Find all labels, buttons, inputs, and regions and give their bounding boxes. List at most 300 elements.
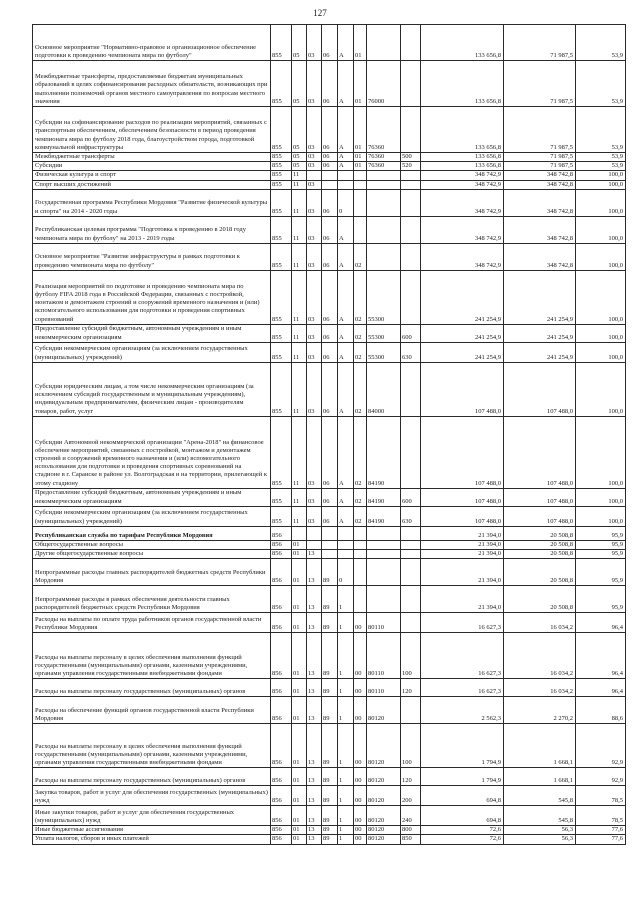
code-direction: 84190: [367, 488, 401, 506]
code-subprogram: А: [338, 488, 354, 506]
code-section: 05: [292, 107, 307, 153]
code-admin: 855: [271, 153, 292, 162]
code-expense-type: 120: [401, 768, 421, 786]
executed-amount: 241 254,9: [504, 324, 576, 342]
planned-amount: 107 488,0: [421, 506, 504, 526]
code-subprogram: 1: [338, 806, 354, 826]
code-subsection: 13: [307, 806, 322, 826]
row-name: Уплата налогов, сборов и иных платежей: [33, 835, 271, 844]
planned-amount: 16 627,3: [421, 613, 504, 633]
code-program: 06: [322, 362, 338, 416]
code-expense-type: [401, 216, 421, 243]
code-program: 89: [322, 559, 338, 586]
executed-amount: 348 742,8: [504, 171, 576, 180]
code-subsection: 13: [307, 724, 322, 768]
code-event: 00: [354, 724, 367, 768]
code-direction: [367, 180, 401, 189]
row-name: Предоставление субсидий бюджетным, автономным учреждениям и иным некоммерческим организациям: [33, 488, 271, 506]
code-program: 06: [322, 243, 338, 270]
row-name: Непрограммные расходы главных распорядителей бюджетных средств Республики Мордовия: [33, 559, 271, 586]
code-direction: 80120: [367, 826, 401, 835]
code-subsection: 03: [307, 180, 322, 189]
code-admin: 856: [271, 835, 292, 844]
code-section: 11: [292, 488, 307, 506]
executed-amount: 545,8: [504, 806, 576, 826]
code-event: 00: [354, 633, 367, 679]
planned-amount: 21 394,0: [421, 550, 504, 559]
planned-amount: 348 742,9: [421, 216, 504, 243]
code-expense-type: 850: [401, 835, 421, 844]
code-section: 01: [292, 768, 307, 786]
code-subsection: 03: [307, 488, 322, 506]
code-admin: 856: [271, 559, 292, 586]
planned-amount: 107 488,0: [421, 488, 504, 506]
code-program: 06: [322, 488, 338, 506]
execution-percent: 100,0: [576, 362, 626, 416]
executed-amount: 545,8: [504, 786, 576, 806]
table-row: [33, 613, 626, 633]
code-admin: 855: [271, 416, 292, 488]
code-subsection: 13: [307, 559, 322, 586]
executed-amount: 20 508,8: [504, 586, 576, 613]
code-event: 01: [354, 25, 367, 61]
code-admin: 855: [271, 189, 292, 216]
code-expense-type: 100: [401, 724, 421, 768]
code-direction: 55300: [367, 342, 401, 362]
code-subprogram: 0: [338, 189, 354, 216]
code-subsection: 03: [307, 506, 322, 526]
table-row: [33, 768, 626, 786]
code-event: 02: [354, 362, 367, 416]
table-row: [33, 550, 626, 559]
code-direction: [367, 25, 401, 61]
code-subsection: 13: [307, 786, 322, 806]
row-name: Субсидии: [33, 162, 271, 171]
planned-amount: 2 562,3: [421, 697, 504, 724]
row-name: Межбюджетные трансферты: [33, 153, 271, 162]
code-event: 02: [354, 416, 367, 488]
table-row: [33, 633, 626, 679]
row-name: Общегосударственные вопросы: [33, 540, 271, 549]
code-subsection: 03: [307, 216, 322, 243]
row-name: Субсидии Автономной некоммерческой организации "Арена-2018" на финансовое обеспечение мероприятий, связанных с постройкой, монтажом и демонтажем строений и сооружений временного назначения и (или) вспомогательного использования для подготовки и проведения спортивных соревнований на стадионе в г. Саранске в районе ул. Волгоградская и на территории, прилегающей к этому стадиону: [33, 416, 271, 488]
code-admin: 856: [271, 786, 292, 806]
code-direction: 76000: [367, 61, 401, 107]
code-direction: 80120: [367, 786, 401, 806]
code-direction: 76360: [367, 153, 401, 162]
executed-amount: 71 987,5: [504, 107, 576, 153]
code-program: 89: [322, 806, 338, 826]
code-admin: 855: [271, 107, 292, 153]
code-subsection: 13: [307, 633, 322, 679]
executed-amount: 348 742,8: [504, 180, 576, 189]
execution-percent: 100,0: [576, 506, 626, 526]
code-subprogram: [338, 540, 354, 549]
executed-amount: 348 742,8: [504, 216, 576, 243]
code-expense-type: [401, 697, 421, 724]
code-subprogram: А: [338, 342, 354, 362]
execution-percent: 100,0: [576, 189, 626, 216]
code-direction: 80110: [367, 679, 401, 697]
table-row: [33, 826, 626, 835]
planned-amount: 241 254,9: [421, 324, 504, 342]
code-program: 06: [322, 189, 338, 216]
executed-amount: 1 668,1: [504, 768, 576, 786]
executed-amount: 16 034,2: [504, 679, 576, 697]
executed-amount: 2 270,2: [504, 697, 576, 724]
code-admin: 856: [271, 697, 292, 724]
row-name: Закупка товаров, работ и услуг для обеспечения государственных (муниципальных) нужд: [33, 786, 271, 806]
executed-amount: 241 254,9: [504, 342, 576, 362]
planned-amount: 72,6: [421, 826, 504, 835]
table-row: [33, 724, 626, 768]
code-admin: 856: [271, 550, 292, 559]
code-event: 02: [354, 243, 367, 270]
code-direction: 80120: [367, 724, 401, 768]
code-expense-type: 500: [401, 153, 421, 162]
table-row: [33, 243, 626, 270]
code-section: 11: [292, 362, 307, 416]
table-row: [33, 559, 626, 586]
code-section: 01: [292, 679, 307, 697]
table-row: [33, 786, 626, 806]
code-admin: 855: [271, 243, 292, 270]
table-row: [33, 342, 626, 362]
code-program: 89: [322, 613, 338, 633]
code-subsection: [307, 171, 322, 180]
code-subsection: 03: [307, 189, 322, 216]
execution-percent: 95,9: [576, 550, 626, 559]
code-event: 01: [354, 107, 367, 153]
code-expense-type: 120: [401, 679, 421, 697]
execution-percent: 100,0: [576, 416, 626, 488]
code-event: [354, 171, 367, 180]
code-expense-type: [401, 61, 421, 107]
code-subsection: 03: [307, 243, 322, 270]
row-name: Межбюджетные трансферты, предоставляемые бюджетам муниципальных образований в целях софинансирования расходных обязательств, возникающих при выполнении полномочий органов местного самоуправления по вопросам местного значения: [33, 61, 271, 107]
execution-percent: 100,0: [576, 180, 626, 189]
code-expense-type: 100: [401, 633, 421, 679]
code-subprogram: А: [338, 162, 354, 171]
code-subprogram: А: [338, 107, 354, 153]
code-event: [354, 550, 367, 559]
executed-amount: 71 987,5: [504, 162, 576, 171]
executed-amount: 71 987,5: [504, 25, 576, 61]
code-program: 06: [322, 416, 338, 488]
code-direction: 80120: [367, 806, 401, 826]
code-admin: 855: [271, 324, 292, 342]
code-section: 01: [292, 724, 307, 768]
code-direction: [367, 550, 401, 559]
code-section: 11: [292, 324, 307, 342]
code-admin: 855: [271, 342, 292, 362]
code-program: 89: [322, 786, 338, 806]
code-event: 01: [354, 162, 367, 171]
code-program: 89: [322, 679, 338, 697]
code-admin: 855: [271, 61, 292, 107]
code-section: 01: [292, 586, 307, 613]
code-event: 00: [354, 826, 367, 835]
code-direction: [367, 586, 401, 613]
code-expense-type: [401, 189, 421, 216]
executed-amount: 107 488,0: [504, 416, 576, 488]
row-name: Основное мероприятие "Развитие инфраструктуры в рамках подготовки к проведению чемпионата мира по футболу": [33, 243, 271, 270]
executed-amount: 16 034,2: [504, 633, 576, 679]
code-admin: 856: [271, 768, 292, 786]
planned-amount: 241 254,9: [421, 342, 504, 362]
row-name: Иные закупки товаров, работ и услуг для обеспечения государственных (муниципальных) нужд: [33, 806, 271, 826]
code-direction: 55300: [367, 270, 401, 324]
execution-percent: 88,6: [576, 697, 626, 724]
table-row: [33, 25, 626, 61]
code-subsection: 13: [307, 768, 322, 786]
code-program: 06: [322, 107, 338, 153]
table-row: [33, 697, 626, 724]
table-row: [33, 180, 626, 189]
code-subsection: 13: [307, 550, 322, 559]
code-program: 89: [322, 826, 338, 835]
planned-amount: 694,8: [421, 786, 504, 806]
code-subprogram: 1: [338, 835, 354, 844]
table-row: [33, 362, 626, 416]
code-event: 02: [354, 324, 367, 342]
code-program: [322, 550, 338, 559]
execution-percent: 92,9: [576, 724, 626, 768]
code-event: 02: [354, 270, 367, 324]
planned-amount: 241 254,9: [421, 270, 504, 324]
execution-percent: 53,9: [576, 61, 626, 107]
code-event: 00: [354, 786, 367, 806]
code-direction: 84000: [367, 362, 401, 416]
code-subprogram: А: [338, 243, 354, 270]
planned-amount: 348 742,9: [421, 180, 504, 189]
code-direction: 84190: [367, 506, 401, 526]
table-row: [33, 324, 626, 342]
execution-percent: 100,0: [576, 216, 626, 243]
row-name: Субсидии на софинансирование расходов по реализации мероприятий, связанных с транспортным обеспечением, обеспечением безопасности в период проведения чемпионата мира по футболу 2018 года, благоустройством города, подготовкой коммунальной инфраструктуры: [33, 107, 271, 153]
table-row: [33, 679, 626, 697]
row-name: Расходы на выплаты персоналу государственных (муниципальных) органов: [33, 768, 271, 786]
code-expense-type: [401, 526, 421, 540]
code-expense-type: [401, 180, 421, 189]
code-subprogram: А: [338, 216, 354, 243]
code-direction: 55300: [367, 324, 401, 342]
code-admin: 856: [271, 826, 292, 835]
code-subprogram: А: [338, 25, 354, 61]
code-expense-type: 800: [401, 826, 421, 835]
executed-amount: 107 488,0: [504, 506, 576, 526]
code-section: 01: [292, 835, 307, 844]
code-section: 01: [292, 550, 307, 559]
table-row: [33, 171, 626, 180]
code-subsection: 03: [307, 416, 322, 488]
code-expense-type: [401, 107, 421, 153]
code-direction: [367, 540, 401, 549]
table-row: [33, 806, 626, 826]
table-row: [33, 506, 626, 526]
code-admin: 856: [271, 806, 292, 826]
table-row: [33, 61, 626, 107]
code-subprogram: А: [338, 153, 354, 162]
execution-percent: 96,4: [576, 679, 626, 697]
table-row: [33, 162, 626, 171]
code-subsection: 03: [307, 25, 322, 61]
code-subprogram: А: [338, 416, 354, 488]
code-subprogram: А: [338, 270, 354, 324]
execution-percent: 95,9: [576, 586, 626, 613]
code-direction: 80120: [367, 768, 401, 786]
execution-percent: 95,9: [576, 559, 626, 586]
planned-amount: 133 656,8: [421, 162, 504, 171]
page-number: 127: [313, 8, 327, 18]
executed-amount: 56,3: [504, 826, 576, 835]
code-expense-type: [401, 550, 421, 559]
planned-amount: 1 794,9: [421, 768, 504, 786]
code-program: 06: [322, 506, 338, 526]
row-name: Физическая культура и спорт: [33, 171, 271, 180]
code-expense-type: [401, 540, 421, 549]
execution-percent: 78,5: [576, 786, 626, 806]
code-event: 00: [354, 679, 367, 697]
row-name: Субсидии некоммерческим организациям (за исключением государственных (муниципальных) учреждений): [33, 342, 271, 362]
code-subprogram: [338, 180, 354, 189]
row-name: Расходы на выплаты персоналу в целях обеспечения выполнения функций государственными (муниципальными) органами, казенными учреждениями, органами управления государственными внебюджетными фондами: [33, 724, 271, 768]
code-subsection: 03: [307, 362, 322, 416]
table-row: [33, 416, 626, 488]
code-expense-type: [401, 416, 421, 488]
code-subprogram: 1: [338, 724, 354, 768]
code-admin: 855: [271, 216, 292, 243]
table-row: [33, 586, 626, 613]
row-name: Субсидии некоммерческим организациям (за исключением государственных (муниципальных) учреждений): [33, 506, 271, 526]
code-program: 06: [322, 61, 338, 107]
code-expense-type: 520: [401, 162, 421, 171]
code-direction: 84190: [367, 416, 401, 488]
code-event: 02: [354, 488, 367, 506]
code-subsection: 13: [307, 613, 322, 633]
code-subsection: 03: [307, 342, 322, 362]
code-section: 01: [292, 559, 307, 586]
code-admin: 855: [271, 162, 292, 171]
code-program: 06: [322, 342, 338, 362]
code-admin: 856: [271, 613, 292, 633]
code-direction: 80120: [367, 835, 401, 844]
budget-table: [32, 24, 626, 845]
row-name: Другие общегосударственные вопросы: [33, 550, 271, 559]
planned-amount: 107 488,0: [421, 362, 504, 416]
planned-amount: 133 656,8: [421, 25, 504, 61]
code-section: 05: [292, 61, 307, 107]
code-subprogram: 1: [338, 697, 354, 724]
code-event: 00: [354, 806, 367, 826]
execution-percent: 96,4: [576, 613, 626, 633]
execution-percent: 95,9: [576, 526, 626, 540]
code-direction: [367, 559, 401, 586]
code-admin: 855: [271, 362, 292, 416]
code-event: [354, 586, 367, 613]
code-admin: 856: [271, 540, 292, 549]
code-program: 06: [322, 153, 338, 162]
code-direction: 76360: [367, 107, 401, 153]
code-program: [322, 180, 338, 189]
code-expense-type: 240: [401, 806, 421, 826]
code-program: 06: [322, 270, 338, 324]
table-row: [33, 189, 626, 216]
code-expense-type: [401, 270, 421, 324]
code-subprogram: А: [338, 61, 354, 107]
row-name: Расходы на обеспечение функций органов государственной власти Республики Мордовия: [33, 697, 271, 724]
code-section: 05: [292, 153, 307, 162]
code-section: 01: [292, 806, 307, 826]
code-section: 11: [292, 270, 307, 324]
code-subprogram: А: [338, 324, 354, 342]
code-direction: [367, 243, 401, 270]
code-expense-type: 200: [401, 786, 421, 806]
code-section: 11: [292, 342, 307, 362]
code-event: 01: [354, 61, 367, 107]
planned-amount: 16 627,3: [421, 679, 504, 697]
code-expense-type: [401, 171, 421, 180]
code-admin: 856: [271, 679, 292, 697]
code-subsection: 03: [307, 270, 322, 324]
code-admin: 855: [271, 25, 292, 61]
code-subsection: 13: [307, 679, 322, 697]
executed-amount: 1 668,1: [504, 724, 576, 768]
code-section: 01: [292, 613, 307, 633]
planned-amount: 72,6: [421, 835, 504, 844]
executed-amount: 348 742,8: [504, 189, 576, 216]
code-expense-type: [401, 559, 421, 586]
code-subprogram: 1: [338, 613, 354, 633]
code-direction: 80110: [367, 613, 401, 633]
code-subprogram: 1: [338, 679, 354, 697]
code-subsection: 13: [307, 835, 322, 844]
executed-amount: 107 488,0: [504, 488, 576, 506]
code-event: [354, 216, 367, 243]
code-admin: 856: [271, 526, 292, 540]
code-subsection: 03: [307, 324, 322, 342]
row-name: Государственная программа Республики Мордовия "Развитие физической культуры и спорта" на 2014 - 2020 годы: [33, 189, 271, 216]
planned-amount: 16 627,3: [421, 633, 504, 679]
code-section: 01: [292, 697, 307, 724]
code-program: 06: [322, 25, 338, 61]
code-event: 01: [354, 153, 367, 162]
executed-amount: 20 508,8: [504, 550, 576, 559]
code-section: [292, 526, 307, 540]
code-direction: [367, 216, 401, 243]
executed-amount: 20 508,8: [504, 540, 576, 549]
execution-percent: 95,9: [576, 540, 626, 549]
table-row: [33, 540, 626, 549]
code-subprogram: 1: [338, 633, 354, 679]
code-admin: 856: [271, 633, 292, 679]
planned-amount: 133 656,8: [421, 153, 504, 162]
planned-amount: 21 394,0: [421, 559, 504, 586]
execution-percent: 100,0: [576, 488, 626, 506]
code-section: 01: [292, 786, 307, 806]
code-program: 06: [322, 324, 338, 342]
planned-amount: 133 656,8: [421, 61, 504, 107]
execution-percent: 100,0: [576, 342, 626, 362]
code-section: 11: [292, 180, 307, 189]
row-name: Спорт высших достижений: [33, 180, 271, 189]
code-admin: 856: [271, 724, 292, 768]
execution-percent: 77,6: [576, 835, 626, 844]
row-name: Предоставление субсидий бюджетным, автономным учреждениям и иным некоммерческим организациям: [33, 324, 271, 342]
code-expense-type: [401, 586, 421, 613]
code-section: 11: [292, 189, 307, 216]
row-name: Республиканская служба по тарифам Республики Мордовия: [33, 526, 271, 540]
